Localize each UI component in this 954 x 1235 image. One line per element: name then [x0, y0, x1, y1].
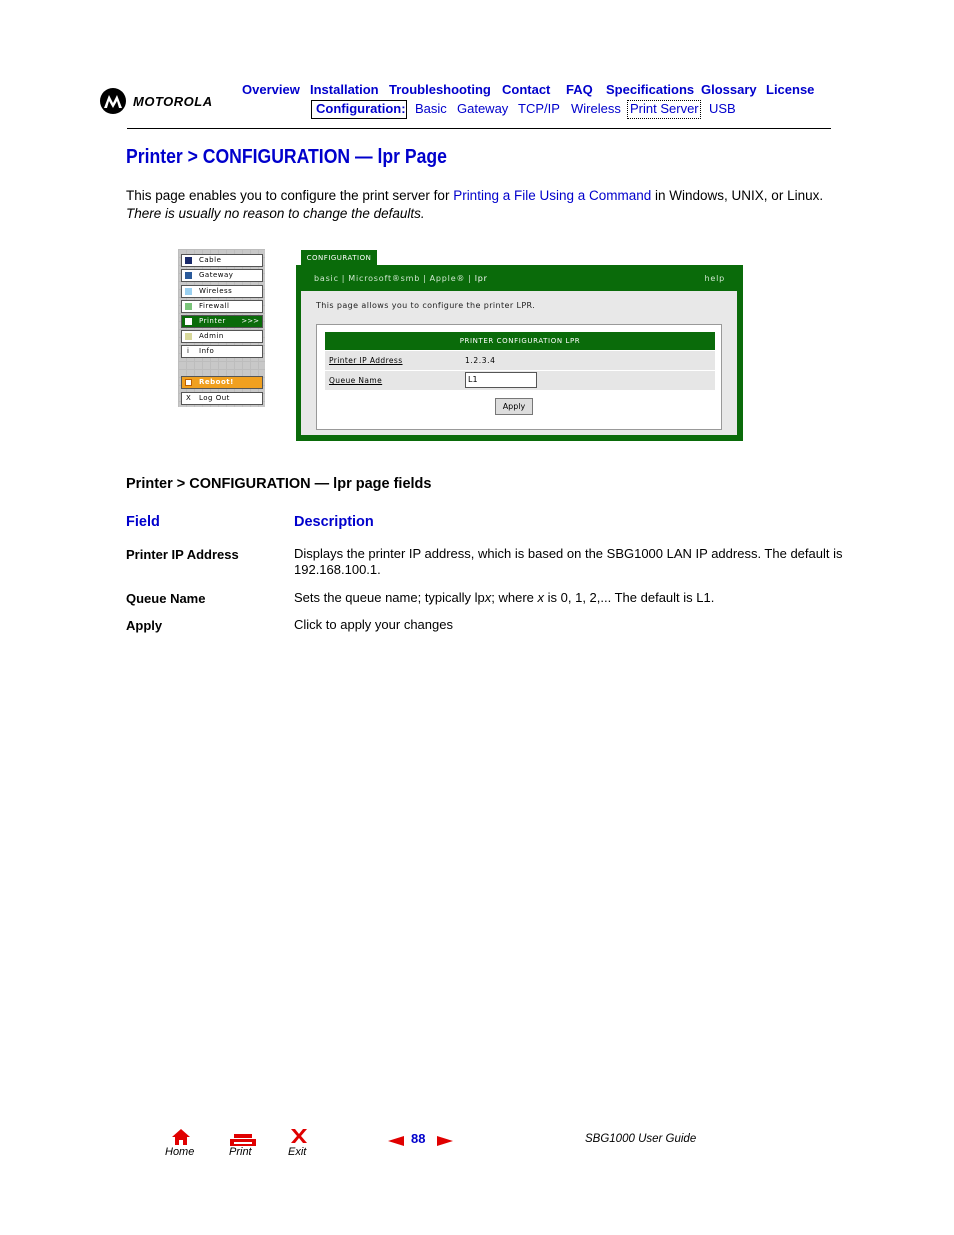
- intro-text-2: in Windows, UNIX, or Linux.: [651, 188, 824, 203]
- ip-row: [325, 351, 715, 370]
- subnav-gateway[interactable]: Gateway: [457, 101, 509, 116]
- sidebar-item-firewall[interactable]: [181, 300, 263, 313]
- admin-square-icon: [185, 333, 192, 340]
- reboot-icon: [185, 379, 192, 386]
- subnav-apple-link[interactable]: Apple®: [429, 274, 466, 283]
- apply-button[interactable]: Apply: [495, 398, 533, 415]
- nav-installation[interactable]: Installation: [310, 82, 379, 97]
- sidebar-label: Log Out: [199, 394, 230, 402]
- brand-name: MOTOROLA: [133, 93, 213, 109]
- nav-glossary[interactable]: Glossary: [701, 82, 757, 97]
- nav-contact[interactable]: Contact: [502, 82, 551, 97]
- printer-square-icon: [185, 318, 192, 325]
- subnav-usb[interactable]: USB: [709, 101, 736, 116]
- field-description: [294, 590, 849, 606]
- field-description: Displays the printer IP address, which is based on the SBG1000 LAN IP address. The default is 192.168.100.1.: [294, 546, 843, 577]
- sidebar-item-cable[interactable]: [181, 254, 263, 267]
- sidebar-label: Wireless: [199, 287, 233, 295]
- subnav-tcpip[interactable]: TCP/IP: [518, 101, 560, 116]
- section-title: Printer > CONFIGURATION — lpr page fields: [126, 476, 432, 492]
- sidebar-item-wireless[interactable]: [181, 285, 263, 298]
- subnav-print-server[interactable]: Print Server: [630, 101, 699, 116]
- motorola-logo: [100, 88, 213, 114]
- screenshot-panel: [296, 265, 743, 441]
- lpr-config-header: PRINTER CONFIGURATION LPR: [325, 332, 715, 350]
- screenshot-subnav: basic | Microsoft®smb | Apple® | lpr: [314, 274, 488, 283]
- sidebar-item-admin[interactable]: [181, 330, 263, 343]
- wireless-square-icon: [185, 288, 192, 295]
- next-page-icon[interactable]: [437, 1133, 453, 1151]
- nav-overview[interactable]: Overview: [242, 82, 300, 97]
- queue-row: [325, 371, 715, 390]
- field-name: Queue Name: [126, 591, 206, 606]
- sidebar-label: Cable: [199, 256, 222, 264]
- sidebar-item-gateway[interactable]: [181, 269, 263, 282]
- field-name: Apply: [126, 618, 163, 633]
- header-divider: [127, 128, 831, 129]
- nav-faq[interactable]: FAQ: [566, 82, 593, 97]
- screenshot-description: This page allows you to configure the printer LPR.: [316, 301, 536, 310]
- intro-text-1: This page enables you to configure the print server for: [126, 188, 454, 203]
- column-field: Field: [126, 514, 160, 530]
- firewall-square-icon: [185, 303, 192, 310]
- subnav-smb-link[interactable]: Microsoft®smb: [348, 274, 421, 283]
- nav-specifications[interactable]: Specifications: [606, 82, 695, 97]
- intro-italic: There is usually no reason to change the defaults.: [126, 206, 425, 221]
- nav-license[interactable]: License: [766, 82, 815, 97]
- gateway-square-icon: [185, 272, 192, 279]
- field-description: Click to apply your changes: [294, 617, 453, 632]
- configuration-tab[interactable]: CONFIGURATION: [301, 250, 377, 266]
- info-icon: i: [187, 347, 189, 355]
- desc-var: x: [484, 590, 492, 605]
- print-label[interactable]: Print: [229, 1146, 252, 1158]
- active-arrow-icon: >>>: [241, 317, 259, 325]
- sidebar-label: Admin: [199, 332, 224, 340]
- subnav-basic-link[interactable]: basic: [314, 274, 339, 283]
- desc-part: Sets the queue name; typically lp: [294, 590, 485, 605]
- exit-label[interactable]: Exit: [288, 1146, 307, 1158]
- screenshot-sidebar: [178, 249, 265, 407]
- home-label[interactable]: Home: [165, 1146, 195, 1158]
- sidebar-item-reboot[interactable]: [181, 376, 263, 389]
- logout-x-icon: X: [186, 394, 191, 402]
- lpr-config-box: [316, 324, 722, 430]
- guide-title: SBG1000 User Guide: [585, 1133, 697, 1145]
- page-number: 88: [411, 1131, 426, 1146]
- help-link[interactable]: help: [704, 274, 725, 283]
- sidebar-label: Reboot!: [199, 378, 234, 386]
- field-name: Printer IP Address: [126, 547, 239, 562]
- sidebar-item-logout[interactable]: [181, 392, 263, 405]
- subnav-lpr-link[interactable]: lpr: [474, 274, 488, 283]
- printing-command-link[interactable]: Printing a File Using a Command: [453, 188, 652, 203]
- desc-part: is 0, 1, 2,... The default is L1.: [544, 590, 715, 605]
- column-description: Description: [294, 514, 374, 530]
- sidebar-label: Printer: [199, 317, 226, 325]
- screenshot-content: [301, 291, 737, 435]
- subnav-configuration[interactable]: Configuration:: [316, 101, 406, 116]
- sidebar-item-info[interactable]: [181, 345, 263, 358]
- queue-label: Queue Name: [329, 376, 383, 385]
- sidebar-label: Gateway: [199, 271, 234, 279]
- subnav-wireless[interactable]: Wireless: [571, 101, 621, 116]
- ip-value: 1.2.3.4: [465, 356, 496, 365]
- nav-troubleshooting[interactable]: Troubleshooting: [389, 82, 491, 97]
- subnav-basic[interactable]: Basic: [415, 101, 447, 116]
- sidebar-label: Firewall: [199, 302, 230, 310]
- sidebar-label: Info: [199, 347, 215, 355]
- motorola-batwing-icon: [100, 88, 126, 114]
- intro-paragraph: [126, 187, 826, 223]
- previous-page-icon[interactable]: [388, 1133, 404, 1151]
- desc-part: ; where: [491, 590, 538, 605]
- ip-label: Printer IP Address: [329, 356, 403, 365]
- cable-square-icon: [185, 257, 192, 264]
- page-title: Printer > CONFIGURATION — lpr Page: [126, 146, 447, 168]
- queue-name-input[interactable]: L1: [465, 372, 537, 388]
- desc-var: x: [537, 590, 545, 605]
- sidebar-item-printer[interactable]: [181, 315, 263, 328]
